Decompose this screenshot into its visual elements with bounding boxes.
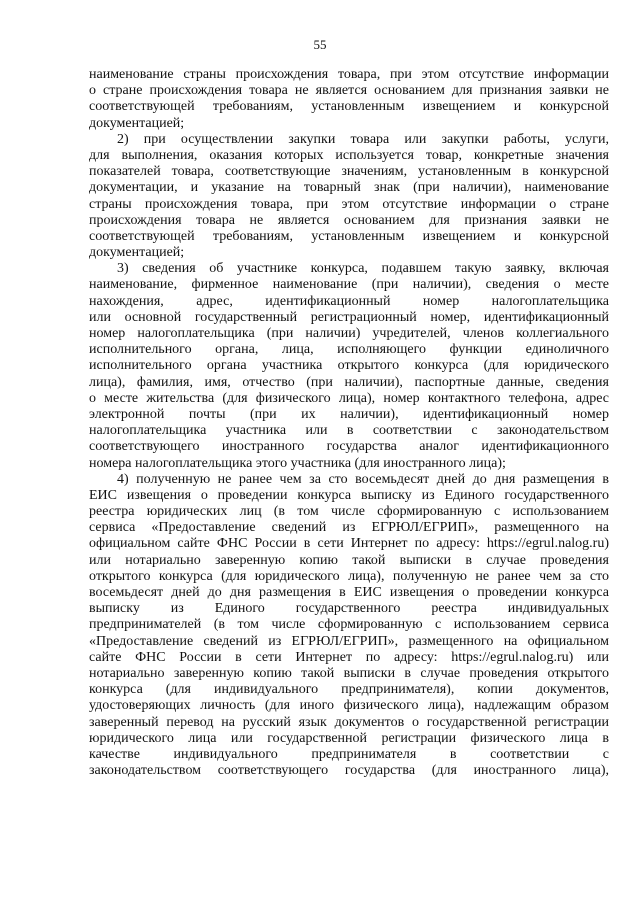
text-line: восемьдесят дней до дня размещения в ЕИС извещения о проведении конкурса: [89, 585, 609, 600]
text-line: выписку из Единого государственного реестра индивидуальных: [89, 601, 609, 617]
text-line: 4) полученную не ранее чем за сто восемьдесят дней до дня размещения в: [117, 471, 609, 487]
text-line: нотариально заверенную копию такой выписки в случае проведения открытого: [89, 665, 609, 681]
text-line: страны происхождения товара, при этом отсутствие информации о стране: [89, 196, 609, 212]
text-line: сервиса «Предоставление сведений из ЕГРЮЛ/ЕГРИП», размещенного на: [89, 520, 609, 536]
text-line: 3) сведения об участнике конкурса, подавшем такую заявку, включая: [117, 261, 609, 277]
text-line: качестве индивидуального предпринимателя в соответствии с: [89, 746, 609, 762]
text-line: ЕИС извещения о проведении конкурса выписку из Единого государственного: [89, 487, 609, 503]
text-line: 2) при осуществлении закупки товара или закупки работы, услуги,: [117, 131, 609, 147]
text-line: о месте жительства (для физического лица), номер контактного телефона, адрес: [89, 390, 609, 406]
text-line: соответствующего иностранного государства аналог идентификационного: [89, 439, 609, 455]
text-line: наименование страны происхождения товара, при этом отсутствие информации: [89, 67, 609, 82]
text-line: сайте ФНС России в сети Интернет по адресу: https://egrul.nalog.ru) или: [89, 649, 609, 665]
text-line: заверенный перевод на русский язык документов о государственной регистрации: [89, 714, 609, 730]
text-line: реестра юридических лиц (в том числе сформированную с использованием: [89, 504, 609, 520]
text-line: документации, и указание на товарный знак (при наличии), наименование: [89, 180, 609, 196]
text-line: о стране происхождения товара не является основанием для признания заявки не: [89, 83, 609, 99]
text-line: исполнительного органа участника открытого конкурса (для юридического: [89, 358, 609, 374]
text-line: для выполнения, оказания которых используется товар, конкретные значения: [89, 147, 609, 163]
text-line: или основной государственный регистрационный номер, идентификационный: [89, 309, 609, 325]
text-line: номера налогоплательщика этого участника (для иностранного лица);: [89, 455, 506, 471]
text-line: предпринимателей (в том числе сформированную с использованием сервиса: [89, 617, 609, 633]
text-line: электронной почты (при их наличии), идентификационный номер: [89, 406, 609, 422]
text-line: наименование, фирменное наименование (при наличии), сведения о месте: [89, 277, 609, 293]
text-line: лица), фамилия, имя, отчество (при наличии), паспортные данные, сведения: [89, 374, 609, 390]
text-line: показателей товара, соответствующие значениям, установленным в конкурсной: [89, 164, 609, 180]
text-line: соответствующей требованиям, установленным извещением и конкурсной: [89, 228, 609, 244]
text-line: юридического лица или государственной регистрации физического лица в: [89, 730, 609, 746]
text-line: документацией;: [89, 115, 185, 131]
text-line: документацией;: [89, 245, 185, 261]
text-line: официальном сайте ФНС России в сети Интернет по адресу: https://egrul.nalog.ru): [89, 536, 609, 552]
text-line: соответствующей требованиям, установленным извещением и конкурсной: [89, 99, 609, 115]
text-line: или нотариально заверенную копию такой выписки в случае проведения: [89, 552, 609, 568]
text-line: удостоверяющих личность (для иного физического лица), надлежащим образом: [89, 698, 609, 714]
text-line: нахождения, адрес, идентификационный номер налогоплательщика: [89, 293, 609, 309]
document-body: [89, 67, 609, 779]
text-line: открытого конкурса (для юридического лица), полученную не ранее чем за сто: [89, 568, 609, 584]
text-line: налогоплательщика участника или в соответствии с законодательством: [89, 423, 609, 439]
page-number: 55: [313, 37, 327, 52]
text-line: законодательством соответствующего государства (для иностранного лица),: [89, 763, 609, 779]
text-line: номер налогоплательщика (при наличии) учредителей, членов коллегиального: [89, 326, 609, 341]
text-line: происхождения товара не является основанием для признания заявки не: [89, 212, 609, 228]
text-line: конкурса (для индивидуального предпринимателя), копии документов,: [89, 682, 609, 698]
text-line: «Предоставление сведений из ЕГРЮЛ/ЕГРИП», размещенного на официальном: [89, 633, 609, 649]
text-line: исполнительного органа, лица, исполняющего функции единоличного: [89, 342, 609, 358]
